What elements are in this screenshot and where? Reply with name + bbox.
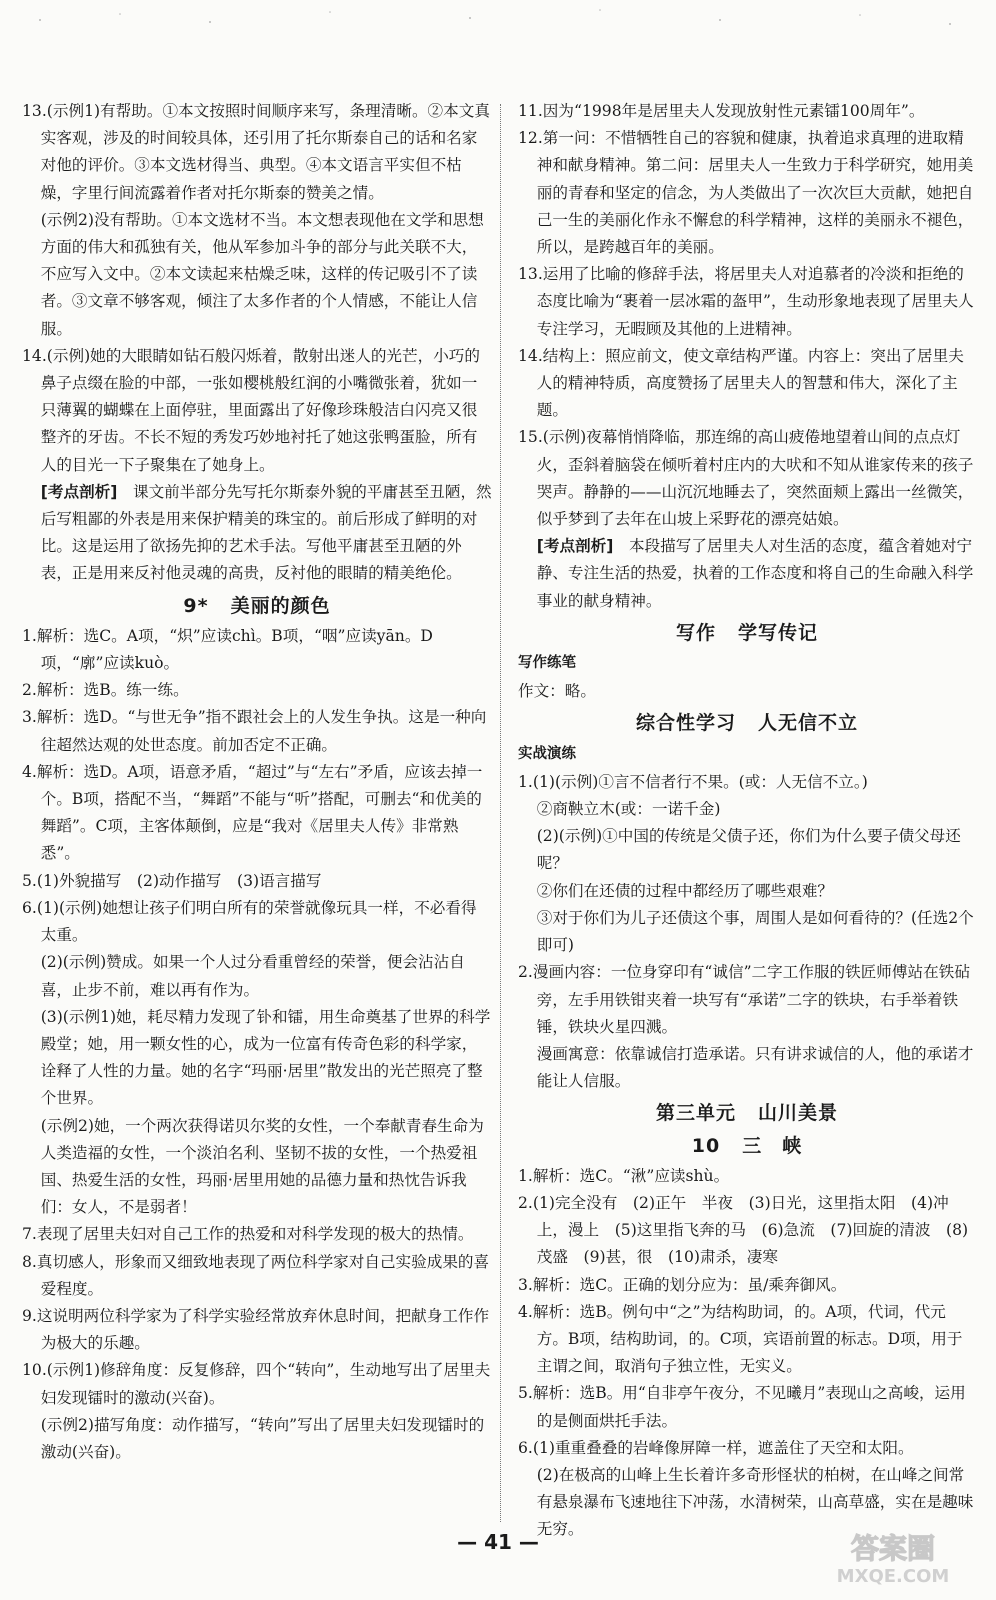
lesson-10-answer-4: 4.解析：选B。例句中“之”为结构助词，的。A项，代词，代元方。B项，结构助词，的。C项，宾语前置的标志。D项，用于主谓之间，取消句子独立性，无实义。 <box>518 1302 963 1376</box>
unit-3-heading-part-1: 第三单元 <box>655 1102 736 1125</box>
lesson-9-answer-10-2: (示例2)描写角度：动作描写，“转向”写出了居里夫妇发现镭时的激动(兴奋)。 <box>40 1415 485 1461</box>
writing-heading-part-1: 写作 <box>675 621 716 644</box>
watermark-line-2: MXQE.COM <box>836 1566 950 1587</box>
unit-3-heading <box>518 1100 976 1127</box>
practice-answer-2-1: 2.漫画内容：一位身穿印有“诚信”二字工作服的铁匠师傅站在铁砧旁，左手用铁钳夹着一块写有“承诺”二字的铁块，右手举着铁锤，铁块火星四溅。 <box>518 963 970 1036</box>
analysis-tag: [考点剖析] <box>40 482 118 501</box>
lesson-9-answer-9: 9.这说明两位科学家为了科学实验经常放弃休息时间，把献身工作作为极大的乐趣。 <box>22 1306 490 1353</box>
lesson-9-answer-7: 7.表现了居里夫妇对自己工作的热爱和对科学发现的极大的热情。 <box>22 1225 474 1244</box>
lesson-10-answer-5: 5.解析：选B。用“自非亭午夜分，不见曦月”表现山之高峻，运用的是侧面烘托手法。 <box>518 1384 966 1430</box>
lesson-9-answer-6-2: (2)(示例)赞成。如果一个人过分看重曾经的荣誉，便会沾沾自喜，止步不前，难以再有作为。 <box>40 953 465 999</box>
lesson-9-answer-6-1: 6.(1)(示例)她想让孩子们明白所有的荣誉就像玩具一样，不必看得太重。 <box>22 898 477 945</box>
comprehensive-heading-part-1: 综合性学习 <box>635 712 736 735</box>
practice-answer-1-5: ③对于你们为儿子还债这个事，周围人是如何看待的？(任选2个即可) <box>536 908 974 955</box>
practice-answer-1-3: (2)(示例)①中国的传统是父债子还，你们为什么要子债父母还呢？ <box>536 827 961 873</box>
lesson-10-heading <box>518 1133 976 1160</box>
lesson-9-answer-5: 5.(1)外貌描写 (2)动作描写 (3)语言描写 <box>22 871 322 890</box>
lesson-9-answer-8: 8.真切感人，形象而又细致地表现了两位科学家对自己实验成果的喜爱程度。 <box>22 1252 490 1298</box>
column-divider <box>500 104 501 1522</box>
site-watermark-logo <box>818 1528 968 1588</box>
lesson-10-answer-6-1: 6.(1)重重叠叠的岩峰像屏障一样，遮盖住了天空和太阳。 <box>518 1438 914 1457</box>
lesson-10-number: 10 <box>691 1134 721 1157</box>
lesson-10-title: 三 峡 <box>742 1134 803 1157</box>
practice-subheading: 实战演练 <box>518 745 576 762</box>
writing-heading <box>518 620 976 647</box>
writing-subheading: 写作练笔 <box>518 655 576 672</box>
lesson-10-answer-2: 2.(1)完全没有 (2)正午 半夜 (3)日光，这里指太阳 (4)冲上，漫上 (5)这里指飞奔的马 (6)急流 (7)回旋的清波 (8)茂盛 (9)甚，很 (10)肃杀，凄寒 <box>518 1193 969 1267</box>
page-number: — 41 — <box>457 1530 539 1554</box>
writing-answer: 作文：略。 <box>518 682 596 701</box>
watermark-line-1: 答案圈 <box>850 1532 936 1565</box>
lesson-10-answer-6-2: (2)在极高的山峰上生长着许多奇形怪状的柏树，在山峰之间常有悬泉瀑布飞速地往下冲荡，水清树荣，山高草盛，实在是趣味无穷。 <box>536 1465 974 1539</box>
lesson-9-answer-2: 2.解析：选B。练一练。 <box>22 681 189 700</box>
answer-13-example-2: (示例2)没有帮助。①本文选材不当。本文想表现他在文学和思想方面的伟大和孤独有关，他从军参加斗争的部分与此关联不大，不应写入文中。②本文读起来枯燥乏味，这样的传记吸引不了读者。③文章不够客观，倾注了太多作者的个人情感，不能让人信服。 <box>40 210 484 338</box>
comprehensive-heading-part-2: 人无信不立 <box>758 712 859 735</box>
lesson-9-answer-12: 12.第一问：不惜牺牲自己的容貌和健康，执着追求真理的进取精神和献身精神。第二问：居里夫人一生致力于科学研究，她用美丽的青春和坚定的信念，为人类做出了一次次巨大贡献，她把自己一生的美丽化作永不懈怠的科学精神，这样的美丽永不褪色，所以，是跨越百年的美丽。 <box>518 129 974 257</box>
analysis-note-left <box>22 479 492 588</box>
left-column <box>22 98 492 1466</box>
analysis-text: 课文前半部分先写托尔斯泰外貌的平庸甚至丑陋，然后写粗鄙的外表是用来保护精美的珠宝的。前后形成了鲜明的对比。这是运用了欲扬先抑的艺术手法。写他平庸甚至丑陋的外表，正是用来反衬他灵魂的高贵，反衬他的眼睛的精美绝伦。 <box>40 482 492 583</box>
page-top-speckle <box>0 0 996 40</box>
lesson-9-answer-3: 3.解析：选D。“与世无争”指不跟社会上的人发生争执。这是一种向往超然达观的处世态度。前加否定不正确。 <box>22 708 487 754</box>
lesson-9-answer-11: 11.因为“1998年是居里夫人发现放射性元素镭100周年”。 <box>518 102 925 120</box>
lesson-9-answer-14: 14.结构上：照应前文，使文章结构严谨。内容上：突出了居里夫人的精神特质，高度赞扬了居里夫人的智慧和伟大，深化了主题。 <box>518 346 964 420</box>
lesson-9-heading <box>22 593 492 620</box>
unit-3-heading-part-2: 山川美景 <box>758 1102 839 1125</box>
answer-14: 14.(示例)她的大眼睛如钻石般闪烁着，散射出迷人的光芒，小巧的鼻子点缀在脸的中部，一张如樱桃般红润的小嘴微张着，犹如一只薄翼的蝴蝶在上面停驻，里面露出了好像珍珠般洁白闪亮又很整齐的牙齿。不长不短的秀发巧妙地衬托了她这张鸭蛋脸，所有人的目光一下子聚集在了她身上。 <box>22 346 480 474</box>
lesson-10-answer-1: 1.解析：选C。“湫”应读shù。 <box>518 1166 730 1185</box>
analysis-text: 本段描写了居里夫人对生活的态度，蕴含着她对宁静、专注生活的热爱，执着的工作态度和将自己的生命融入科学事业的献身精神。 <box>536 537 974 610</box>
writing-heading-part-2: 学写传记 <box>738 621 819 644</box>
lesson-title: 美丽的颜色 <box>230 594 331 617</box>
lesson-9-answer-13: 13.运用了比喻的修辞手法，将居里夫人对追慕者的冷淡和拒绝的态度比喻为“裹着一层冰霜的盔甲”，生动形象地表现了居里夫人专注学习，无暇顾及其他的上进精神。 <box>518 265 974 338</box>
analysis-note-right <box>518 533 976 615</box>
practice-answer-1-4: ②你们在还债的过程中都经历了哪些艰难？ <box>536 881 834 900</box>
lesson-9-answer-6-3: (3)(示例1)她，耗尽精力发现了钋和镭，用生命奠基了世界的科学殿堂；她，用一颗女性的心，成为一位富有传奇色彩的科学家，诠释了人性的力量。她的名字“玛丽·居里”散发出的光芒照亮了整个世界。 <box>40 1007 491 1108</box>
answer-13-example-1: 13.(示例1)有帮助。①本文按照时间顺序来写，条理清晰。②本文真实客观，涉及的时间较具体，还引用了托尔斯泰自己的话和名家对他的评价。③本文选材得当、典型。④本文语言平实但不枯燥，字里行间流露着作者对托尔斯泰的赞美之情。 <box>22 102 490 202</box>
lesson-number: 9* <box>183 594 209 617</box>
lesson-9-answer-1: 1.解析：选C。A项，“炽”应读chì。B项，“咽”应读yān。D项，“廓”应读kuò。 <box>22 626 433 673</box>
practice-answer-1-2: ②商鞅立木(或：一诺千金) <box>536 800 721 819</box>
lesson-10-answer-3: 3.解析：选C。正确的划分应为：虽/乘奔御风。 <box>518 1275 847 1294</box>
right-column <box>518 98 976 1544</box>
comprehensive-heading <box>518 710 976 737</box>
practice-answer-1-1: 1.(1)(示例)①言不信者行不果。(或：人无信不立。) <box>518 772 868 791</box>
lesson-9-answer-10-1: 10.(示例1)修辞角度：反复修辞，四个“转向”，生动地写出了居里夫妇发现镭时的激动(兴奋)。 <box>22 1361 491 1407</box>
practice-answer-2-2: 漫画寓意：依靠诚信打造承诺。只有讲求诚信的人，他的承诺才能让人信服。 <box>536 1044 974 1091</box>
analysis-tag: [考点剖析] <box>536 537 614 556</box>
lesson-9-answer-15: 15.(示例)夜幕悄悄降临，那连绵的高山疲倦地望着山间的点点灯火，歪斜着脑袋在倾听着村庄内的大吠和不知从谁家传来的孩子哭声。静静的——山沉沉地睡去了，突然面颊上露出一丝微笑，似乎梦到了去年在山坡上采野花的漂亮姑娘。 <box>518 428 974 529</box>
lesson-9-answer-4: 4.解析：选D。A项，语意矛盾，“超过”与“左右”矛盾，应该去掉一个。B项，搭配不当，“舞蹈”不能与“听”搭配，可删去“和优美的舞蹈”。C项，主客体颠倒，应是“我对《居里夫人传》非常熟悉”。 <box>22 762 483 863</box>
lesson-9-answer-6-4: (示例2)她，一个两次获得诺贝尔奖的女性，一个奉献青春生命为人类造福的女性，一个淡泊名利、坚韧不拔的女性，一个热爱祖国、热爱生活的女性，玛丽·居里用她的品德力量和热忱告诉我们：女人，不是弱者！ <box>40 1116 484 1217</box>
